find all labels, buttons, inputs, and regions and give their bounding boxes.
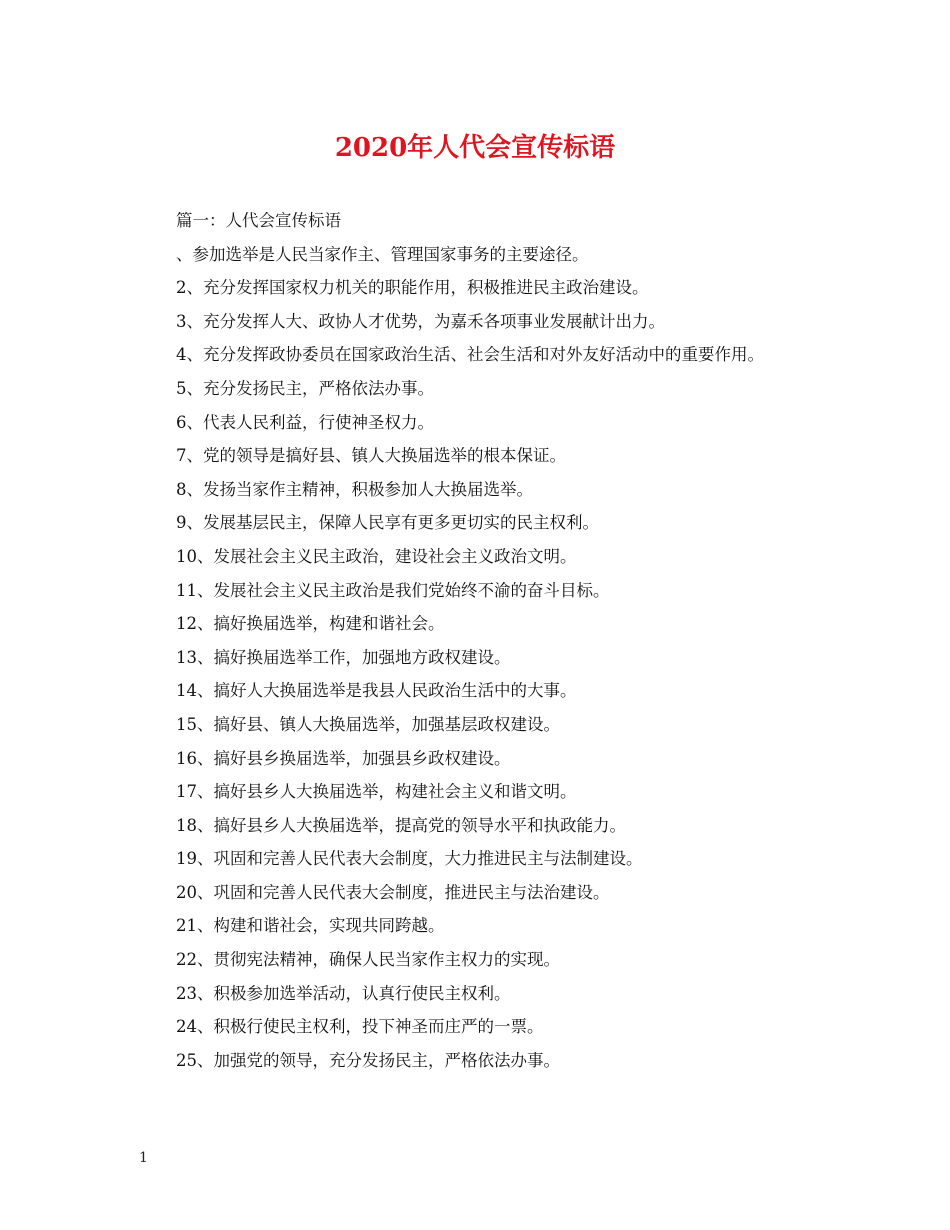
list-item: 13、搞好换届选举工作，加强地方政权建设。 [176,647,511,667]
section-heading: 篇一：人代会宣传标语 [176,211,341,230]
list-item: 22、贯彻宪法精神，确保人民当家作主权力的实现。 [176,950,560,970]
list-item: 14、搞好人大换届选举是我县人民政治生活中的大事。 [176,681,577,701]
list-item: 24、积极行使民主权利，投下神圣而庄严的一票。 [176,1017,544,1037]
list-item: 8、发扬当家作主精神，积极参加人大换届选举。 [176,479,533,499]
list-item: 17、搞好县乡人大换届选举，构建社会主义和谐文明。 [176,782,577,802]
document-title: 2020年人代会宣传标语 [334,133,616,163]
list-item: 21、构建和谐社会，实现共同跨越。 [176,916,445,936]
list-item: 11、发展社会主义民主政治是我们党始终不渝的奋斗目标。 [176,580,610,600]
list-item: 20、巩固和完善人民代表大会制度，推进民主与法治建设。 [176,882,610,902]
list-item: 5、充分发扬民主，严格依法办事。 [176,378,434,398]
list-item: 16、搞好县乡换届选举，加强县乡政权建设。 [176,748,511,768]
list-item: 6、代表人民利益，行使神圣权力。 [176,412,434,432]
list-item: 12、搞好换届选举，构建和谐社会。 [176,614,445,634]
list-item: 、参加选举是人民当家作主、管理国家事务的主要途径。 [176,244,589,264]
list-item: 23、积极参加选举活动，认真行使民主权利。 [176,983,511,1003]
list-item: 25、加强党的领导，充分发扬民主，严格依法办事。 [176,1050,560,1070]
list-item: 15、搞好县、镇人大换届选举，加强基层政权建设。 [176,714,560,734]
list-item: 9、发展基层民主，保障人民享有更多更切实的民主权利。 [176,513,599,533]
page-number: 1 [139,1150,148,1166]
list-item: 7、党的领导是搞好县、镇人大换届选举的根本保证。 [176,446,566,466]
list-item: 10、发展社会主义民主政治，建设社会主义政治文明。 [176,546,577,566]
list-item: 2、充分发挥国家权力机关的职能作用，积极推进民主政治建设。 [176,278,649,298]
list-item: 18、搞好县乡人大换届选举，提高党的领导水平和执政能力。 [176,815,626,835]
list-item: 19、巩固和完善人民代表大会制度，大力推进民主与法制建设。 [176,849,643,869]
list-item: 3、充分发挥人大、政协人才优势，为嘉禾各项事业发展献计出力。 [176,311,665,331]
document-body [138,204,814,1077]
list-item: 4、充分发挥政协委员在国家政治生活、社会生活和对外友好活动中的重要作用。 [176,345,764,365]
